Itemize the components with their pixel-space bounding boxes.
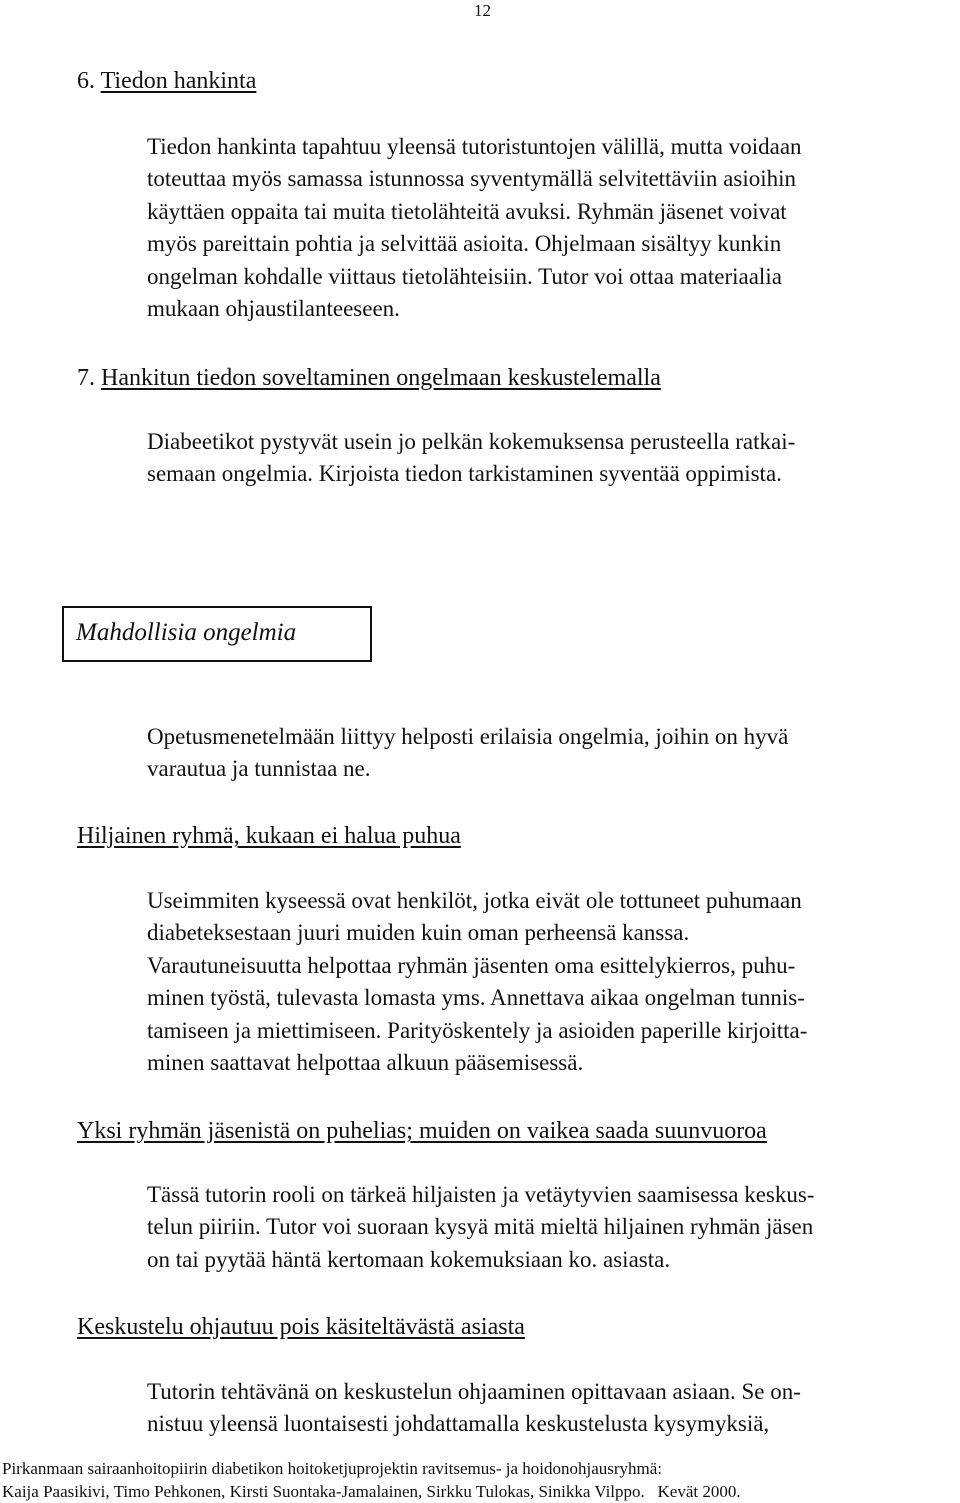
section-7-title: Hankitun tiedon soveltaminen ongelmaan keskustelemalla: [101, 365, 661, 391]
paragraph-line: minen työstä, tulevasta lomasta yms. Annettava aikaa ongelman tunnis-: [147, 985, 805, 1011]
paragraph-line: telun piiriin. Tutor voi suoraan kysyä mitä mieltä hiljainen ryhmän jäsen: [147, 1214, 814, 1240]
paragraph-line: diabeteksestaan juuri muiden kuin oman perheensä kanssa.: [147, 920, 690, 946]
problem-2-title: Yksi ryhmän jäsenistä on puhelias; muiden on vaikea saada suunvuoroa: [77, 1118, 767, 1144]
paragraph-line: tamiseen ja miettimiseen. Parityöskentely ja asioiden paperille kirjoitta-: [147, 1017, 808, 1043]
page-number: 12: [474, 1, 491, 20]
footer-line-2: Kaija Paasikivi, Timo Pehkonen, Kirsti Suontaka-Jamalainen, Sirkku Tulokas, Sinikka Vilppo. Kevät 2000.: [2, 1482, 741, 1501]
problem-2-paragraph: [147, 1179, 955, 1276]
paragraph-line: myös pareittain pohtia ja selvittää asioita. Ohjelmaan sisältyy kunkin: [147, 231, 782, 257]
paragraph-line: Tiedon hankinta tapahtuu yleensä tutoristuntojen välillä, mutta voidaan: [147, 134, 802, 159]
problem-2-heading: [77, 1116, 767, 1146]
paragraph-line: minen saattavat helpottaa alkuun pääsemisessä.: [147, 1050, 584, 1076]
paragraph-line: Tässä tutorin rooli on tärkeä hiljaisten ja vetäytyvien saamisessa keskus-: [147, 1182, 815, 1207]
problem-3-title: Keskustelu ohjautuu pois käsiteltävästä asiasta: [77, 1314, 525, 1340]
paragraph-line: on tai pyytää häntä kertomaan kokemuksiaan ko. asiasta.: [147, 1246, 671, 1272]
section-6-heading: [77, 66, 256, 96]
section-7-heading: [77, 363, 661, 393]
problem-1-heading: [77, 821, 461, 851]
paragraph-line: semaan ongelmia. Kirjoista tiedon tarkistaminen syventää oppimista.: [147, 461, 782, 487]
paragraph-line: Diabeetikot pystyvät usein jo pelkän kokemuksensa perusteella ratkai-: [147, 429, 796, 454]
footer-line-1: Pirkanmaan sairaanhoitopiirin diabetikon hoitoketjuprojektin ravitsemus- ja hoidonohjausryhmä:: [2, 1459, 663, 1478]
paragraph-line: ongelman kohdalle viittaus tietolähteisiin. Tutor voi ottaa materiaalia: [147, 263, 782, 289]
section-6-title: Tiedon hankinta: [100, 68, 257, 94]
paragraph-line: toteuttaa myös samassa istunnossa syventymällä selvitettäviin asioihin: [147, 166, 797, 192]
paragraph-line: nistuu yleensä luontaisesti johdattamalla keskustelusta kysymyksiä,: [147, 1411, 770, 1437]
section-7-paragraph: [147, 426, 955, 491]
paragraph-line: Varautuneisuutta helpottaa ryhmän jäsenten oma esittelykierros, puhu-: [147, 952, 796, 978]
problem-1-paragraph: [147, 885, 955, 1079]
problems-intro-paragraph: [147, 721, 955, 786]
section-6-number: 6.: [77, 68, 95, 94]
paragraph-line: käyttäen oppaita tai muita tietolähteitä avuksi. Ryhmän jäsenet voivat: [147, 198, 787, 224]
problem-1-title: Hiljainen ryhmä, kukaan ei halua puhua: [77, 823, 461, 849]
section-7-number: 7.: [77, 365, 95, 391]
paragraph-line: Tutorin tehtävänä on keskustelun ohjaaminen opittavaan asiaan. Se on-: [147, 1379, 801, 1404]
paragraph-line: Opetusmenetelmään liittyy helposti erilaisia ongelmia, joihin on hyvä: [147, 724, 789, 749]
problem-3-heading: [77, 1312, 525, 1342]
paragraph-line: Useimmiten kyseessä ovat henkilöt, jotka eivät ole tottuneet puhumaan: [147, 888, 802, 913]
paragraph-line: mukaan ohjaustilanteeseen.: [147, 296, 400, 322]
paragraph-line: varautua ja tunnistaa ne.: [147, 756, 371, 782]
section-6-paragraph: [147, 131, 955, 325]
problem-3-paragraph: [147, 1376, 955, 1441]
problems-title-box: [62, 606, 372, 662]
problems-title: Mahdollisia ongelmia: [76, 619, 297, 646]
